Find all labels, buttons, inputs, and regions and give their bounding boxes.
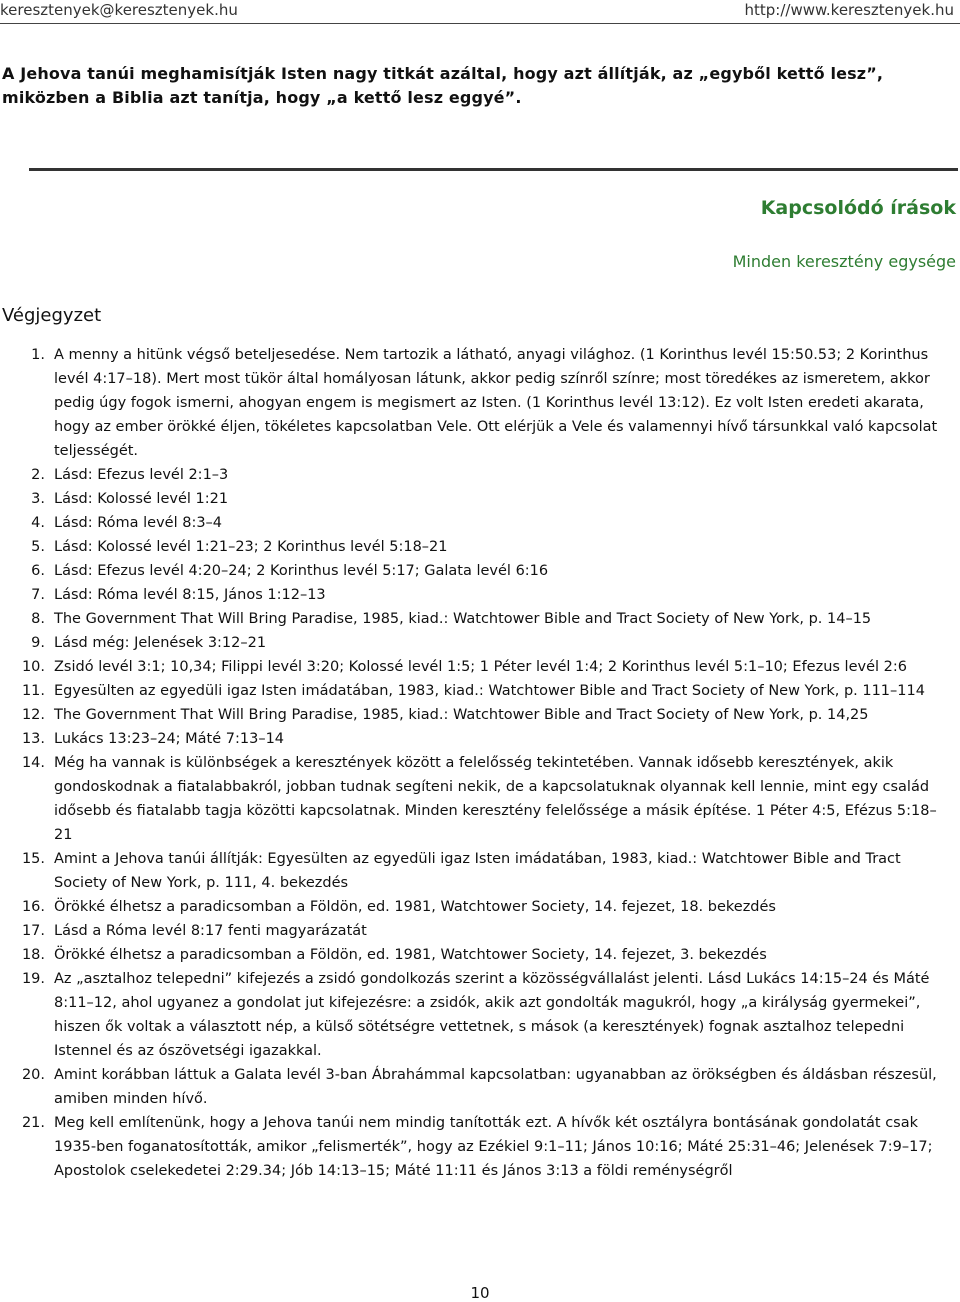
endnote-item bbox=[0, 535, 950, 559]
endnote-item bbox=[0, 895, 950, 919]
endnote-text: Lásd: Efezus levél 2:1–3 bbox=[54, 467, 229, 483]
endnote-number: 21. bbox=[21, 1115, 45, 1131]
endnote-item bbox=[0, 487, 950, 511]
endnote-text: Lukács 13:23–24; Máté 7:13–14 bbox=[54, 731, 285, 747]
endnote-number: 4. bbox=[31, 515, 45, 531]
related-writing-link[interactable]: Minden keresztény egysége bbox=[732, 252, 956, 271]
endnotes-list bbox=[0, 343, 950, 1183]
endnote-item bbox=[0, 631, 950, 655]
endnote-text: Lásd: Róma levél 8:3–4 bbox=[54, 515, 223, 531]
endnote-text: Örökké élhetsz a paradicsomban a Földön, ed. 1981, Watchtower Society, 14. fejezet, 3. bekezdés bbox=[54, 947, 767, 963]
endnote-number: 10. bbox=[21, 659, 45, 675]
endnote-number: 20. bbox=[21, 1067, 45, 1083]
endnote-item bbox=[0, 343, 950, 463]
endnote-item bbox=[0, 511, 950, 535]
endnote-number: 1. bbox=[31, 347, 45, 363]
endnote-number: 8. bbox=[31, 611, 45, 627]
endnote-item bbox=[0, 847, 950, 895]
endnote-number: 12. bbox=[21, 707, 45, 723]
endnote-text: The Government That Will Bring Paradise, 1985, kiad.: Watchtower Bible and Tract Society of New York, p. 14,25 bbox=[54, 707, 869, 723]
endnote-text: Lásd: Efezus levél 4:20–24; 2 Korinthus levél 5:17; Galata levél 6:16 bbox=[54, 563, 549, 579]
endnote-number: 5. bbox=[31, 539, 45, 555]
endnote-item bbox=[0, 727, 950, 751]
endnote-item bbox=[0, 463, 950, 487]
endnote-number: 16. bbox=[21, 899, 45, 915]
endnote-text: The Government That Will Bring Paradise, 1985, kiad.: Watchtower Bible and Tract Society of New York, p. 14–15 bbox=[54, 611, 872, 627]
endnote-number: 7. bbox=[31, 587, 45, 603]
endnote-text: Még ha vannak is különbségek a keresztények között a felelősség tekintetében. Vannak idősebb keresztények, akik gondoskodnak a fiatalabbakról, jobban tudnak segíteni nekik, de a kapcsolatuknak olyannak kell lennie, mint egy család idősebb és fiatalabb tagja közötti kapcsolatnak. Minden keresztény felelőssége a másik építése. 1 Péter 4:5, Efézus 5:18–21 bbox=[54, 755, 937, 843]
endnote-number: 6. bbox=[31, 563, 45, 579]
endnote-item bbox=[0, 919, 950, 943]
endnote-text: Amint a Jehova tanúi állítják: Egyesülten az egyedüli igaz Isten imádatában, 1983, kiad.: Watchtower Bible and Tract Society of New York, p. 111, 4. bekezdés bbox=[54, 851, 901, 891]
endnote-number: 17. bbox=[21, 923, 45, 939]
endnote-number: 14. bbox=[21, 755, 45, 771]
endnote-item bbox=[0, 943, 950, 967]
page-number: 10 bbox=[470, 1284, 490, 1302]
endnote-text: Meg kell említenünk, hogy a Jehova tanúi nem mindig tanították ezt. A hívők két osztályra bontásának gondolatát csak 1935-ben foganatosították, amikor „felismerték”, hogy az Ezékiel 9:1–11; János 10:16; Máté 25:31–46; Jelenések 7:9–17; Apostolok cselekedetei 2:29.34; Jób 14:13–15; Máté 11:11 és János 3:13 a földi reménységről bbox=[54, 1115, 933, 1179]
endnote-item bbox=[0, 583, 950, 607]
endnote-item bbox=[0, 559, 950, 583]
endnotes-title: Végjegyzet bbox=[2, 305, 102, 326]
endnote-number: 19. bbox=[21, 971, 45, 987]
endnote-text: Amint korábban láttuk a Galata levél 3-ban Ábrahámmal kapcsolatban: ugyanabban az örökségben és áldásban részesül, amiben minden hívő. bbox=[54, 1067, 937, 1107]
endnote-text: Lásd: Róma levél 8:15, János 1:12–13 bbox=[54, 587, 326, 603]
endnote-item bbox=[0, 679, 950, 703]
endnote-number: 9. bbox=[31, 635, 45, 651]
header-email: keresztenyek@keresztenyek.hu bbox=[0, 1, 238, 19]
header-url[interactable]: http://www.keresztenyek.hu bbox=[744, 1, 954, 19]
endnote-text: Lásd még: Jelenések 3:12–21 bbox=[54, 635, 267, 651]
endnote-number: 13. bbox=[21, 731, 45, 747]
related-writings-title: Kapcsolódó írások bbox=[760, 197, 956, 219]
lead-paragraph: A Jehova tanúi meghamisítják Isten nagy titkát azáltal, hogy azt állítják, az „egyből kettő lesz”, miközben a Biblia azt tanítja, hogy „a kettő lesz eggyé”. bbox=[2, 64, 884, 107]
section-divider bbox=[29, 168, 958, 171]
endnote-item bbox=[0, 751, 950, 847]
endnote-text: A menny a hitünk végső beteljesedése. Nem tartozik a látható, anyagi világhoz. (1 Korinthus levél 15:50.53; 2 Korinthus levél 4:17–18). Mert most tükör által homályosan látunk, akkor pedig színről színre; most töredékes az ismeretem, akkor pedig úgy fogok ismerni, ahogyan engem is megismert az Isten. (1 Korinthus levél 13:12). Ez volt Isten eredeti akarata, hogy az ember örökké éljen, tökéletes kapcsolatban Vele. Ott elérjük a Vele és valamennyi hívő társunkkal való kapcsolat teljességét. bbox=[54, 347, 938, 459]
header-divider bbox=[0, 23, 960, 24]
endnote-number: 18. bbox=[21, 947, 45, 963]
endnote-item bbox=[0, 655, 950, 679]
endnote-text: Lásd: Kolossé levél 1:21 bbox=[54, 491, 229, 507]
endnote-number: 3. bbox=[31, 491, 45, 507]
endnote-number: 11. bbox=[21, 683, 45, 699]
endnote-text: Örökké élhetsz a paradicsomban a Földön, ed. 1981, Watchtower Society, 14. fejezet, 18. bekezdés bbox=[54, 899, 776, 915]
endnote-item bbox=[0, 703, 950, 727]
endnote-item bbox=[0, 1063, 950, 1111]
endnote-text: Lásd a Róma levél 8:17 fenti magyarázatát bbox=[54, 923, 367, 939]
endnote-item bbox=[0, 607, 950, 631]
endnote-number: 15. bbox=[21, 851, 45, 867]
endnote-text: Zsidó levél 3:1; 10,34; Filippi levél 3:20; Kolossé levél 1:5; 1 Péter levél 1:4; 2 Korinthus levél 5:1–10; Efezus levél 2:6 bbox=[54, 659, 907, 675]
endnote-text: Az „asztalhoz telepedni” kifejezés a zsidó gondolkozás szerint a közösségvállalást jelenti. Lásd Lukács 14:15–24 és Máté 8:11–12, ahol ugyanez a gondolat jut kifejezésre: a zsidók, akik azt gondolták magukról, hogy „a királyság gyermekei”, hiszen ők voltak a választott nép, a külső sötétségre vettetnek, s mások (a keresztények) fognak asztalhoz telepedni Istennel és az ószövetségi igazakkal. bbox=[54, 971, 930, 1059]
endnote-text: Lásd: Kolossé levél 1:21–23; 2 Korinthus levél 5:18–21 bbox=[54, 539, 448, 555]
endnote-text: Egyesülten az egyedüli igaz Isten imádatában, 1983, kiad.: Watchtower Bible and Tract Society of New York, p. 111–114 bbox=[54, 683, 925, 699]
endnote-item bbox=[0, 967, 950, 1063]
endnote-number: 2. bbox=[31, 467, 45, 483]
endnote-item bbox=[0, 1111, 950, 1183]
